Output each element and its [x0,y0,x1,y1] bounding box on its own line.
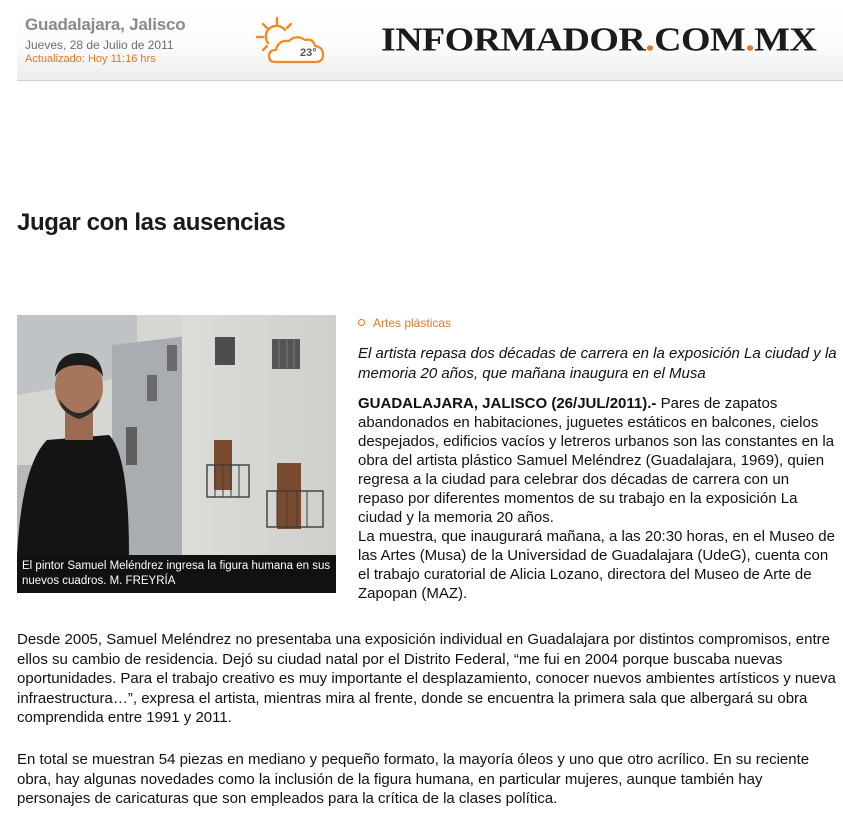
logo-text-1: INFORMADOR [381,20,646,59]
photo-illustration [17,315,336,593]
article-paragraph-1 [358,394,838,527]
partly-sunny-icon[interactable] [251,16,331,72]
article-photo[interactable] [17,315,336,593]
temperature-label: 23° [300,47,317,59]
city-label: Guadalajara, Jalisco [25,15,186,34]
site-header [17,8,843,81]
bullet-icon [358,319,365,326]
logo-dot-2: . [745,20,755,59]
category-label: Artes plásticas [373,316,452,330]
article-title: Jugar con las ausencias [17,209,286,236]
article-paragraph-3: Desde 2005, Samuel Meléndrez no presentaba una exposición individual en Guadalajara por distintos compromisos, entre ellos su cambio de residencia. Dejó su ciudad natal por el Distrito Federal, “me fui en 2004 porque buscaba nuevas oportunidades. Para el trabajo creativo es muy importante el desplazamiento, conocer nuevos ambientes artísticos y nueva infraestructura…”, expresa el artista, mientras mira al frente, donde se encuentra la primera sala que albergará su obra comprendida entre 1991 y 2011. [17,631,836,726]
article-lead: El artista repasa dos décadas de carrera en la exposición La ciudad y la memoria 20 años, que mañana inaugura en el Musa [358,345,837,382]
updated-label: Actualizado: Hoy 11:16 hrs [25,53,156,65]
article-paragraph-4: En total se muestran 54 piezas en mediano y pequeño formato, la mayoría óleos y uno que otro acrílico. En su reciente obra, hay algunas novedades como la inclusión de la figura humana, en particular mujeres, aunque también hay personajes de caricaturas que son empleados para la crítica de la clases política. [17,751,810,807]
logo-dot-1: . [645,20,655,59]
date-label: Jueves, 28 de Julio de 2011 [25,38,174,52]
logo-text-3: MX [754,20,817,59]
dateline: GUADALAJARA, JALISCO (26/JUL/2011).- [358,395,657,412]
paragraph-1-text: Pares de zapatos abandonados en habitaciones, juguetes estáticos en balcones, cielos despejados, edificios vacíos y letreros urbanos son las constantes en la obra del artista plástico Samuel Meléndrez (Guadalajara, 1969), quien regresa a la ciudad para celebrar dos décadas de carrera con un repaso por diferentes momentos de su trabajo en la exposición La ciudad y la memoria 20 años. [358,395,835,526]
category-link[interactable] [358,316,838,330]
site-logo[interactable] [381,20,816,60]
logo-text-2: COM [654,20,746,59]
article-summary [358,316,838,603]
photo-caption: El pintor Samuel Meléndrez ingresa la figura humana en sus nuevos cuadros. M. FREYRÍA [17,555,336,593]
article-paragraph-2: La muestra, que inaugurará mañana, a las 20:30 horas, en el Museo de las Artes (Musa) de la Universidad de Guadalajara (UdeG), cuenta con el trabajo curatorial de Alicia Lozano, directora del Museo de Arte de Zapopan (MAZ). [358,528,835,602]
